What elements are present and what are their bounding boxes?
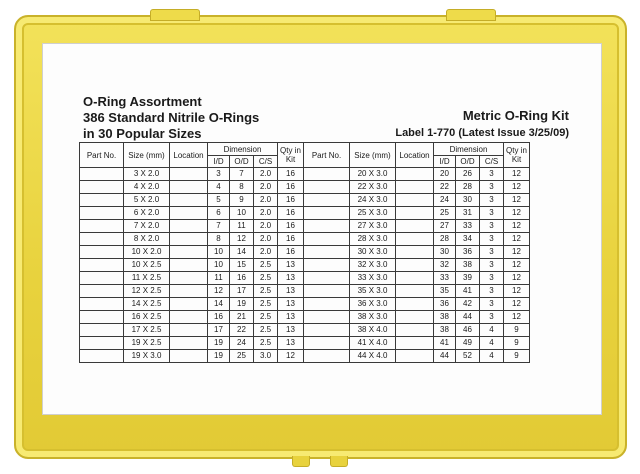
table-row [80, 168, 530, 181]
header-location: Location [396, 143, 434, 168]
od-cell: 21 [230, 311, 254, 324]
qty-cell: 16 [278, 246, 304, 259]
id-cell: 38 [434, 324, 456, 337]
od-cell: 14 [230, 246, 254, 259]
od-cell: 30 [456, 194, 480, 207]
id-cell: 20 [434, 168, 456, 181]
qty-cell: 16 [278, 181, 304, 194]
case-clasp-left[interactable] [150, 9, 200, 21]
id-cell: 17 [208, 324, 230, 337]
table-body [80, 168, 530, 363]
qty-cell: 12 [504, 233, 530, 246]
header-part-no: Part No. [80, 143, 124, 168]
cs-cell: 2.0 [254, 194, 278, 207]
od-cell: 15 [230, 259, 254, 272]
qty-cell: 13 [278, 285, 304, 298]
label-info: Label 1-770 (Latest Issue 3/25/09) [395, 127, 569, 139]
size-cell: 35 X 3.0 [350, 285, 396, 298]
location-cell [396, 259, 434, 272]
cs-cell: 3 [480, 181, 504, 194]
qty-cell: 12 [504, 259, 530, 272]
od-cell: 8 [230, 181, 254, 194]
header-dimension: Dimension [434, 143, 504, 156]
part-no-cell [304, 350, 350, 363]
table-row [80, 324, 530, 337]
title-line: in 30 Popular Sizes [83, 126, 202, 141]
od-cell: 39 [456, 272, 480, 285]
qty-cell: 12 [504, 194, 530, 207]
qty-cell: 16 [278, 233, 304, 246]
size-cell: 16 X 2.5 [124, 311, 170, 324]
location-cell [396, 233, 434, 246]
header-size: Size (mm) [350, 143, 396, 168]
od-cell: 41 [456, 285, 480, 298]
cs-cell: 2.0 [254, 220, 278, 233]
table-row [80, 350, 530, 363]
qty-cell: 16 [278, 194, 304, 207]
table-row [80, 207, 530, 220]
size-cell: 12 X 2.5 [124, 285, 170, 298]
location-cell [170, 350, 208, 363]
size-cell: 4 X 2.0 [124, 181, 170, 194]
part-no-cell [80, 207, 124, 220]
qty-cell: 13 [278, 337, 304, 350]
cs-cell: 2.5 [254, 324, 278, 337]
location-cell [170, 259, 208, 272]
size-cell: 20 X 3.0 [350, 168, 396, 181]
header-cs: C/S [480, 156, 504, 168]
size-cell: 28 X 3.0 [350, 233, 396, 246]
location-cell [170, 246, 208, 259]
table-row [80, 181, 530, 194]
size-cell: 24 X 3.0 [350, 194, 396, 207]
id-cell: 7 [208, 220, 230, 233]
header-od: O/D [456, 156, 480, 168]
location-cell [170, 194, 208, 207]
id-cell: 24 [434, 194, 456, 207]
cs-cell: 3 [480, 246, 504, 259]
location-cell [396, 194, 434, 207]
location-cell [396, 298, 434, 311]
qty-cell: 16 [278, 207, 304, 220]
id-cell: 14 [208, 298, 230, 311]
part-no-cell [304, 233, 350, 246]
header-cs: C/S [254, 156, 278, 168]
qty-cell: 12 [504, 311, 530, 324]
oring-table [79, 142, 530, 363]
qty-cell: 13 [278, 298, 304, 311]
header-dimension: Dimension [208, 143, 278, 156]
cs-cell: 2.0 [254, 168, 278, 181]
case-foot-right [330, 456, 348, 467]
size-cell: 11 X 2.5 [124, 272, 170, 285]
part-no-cell [304, 259, 350, 272]
part-no-cell [304, 207, 350, 220]
cs-cell: 2.0 [254, 207, 278, 220]
size-cell: 36 X 3.0 [350, 298, 396, 311]
size-cell: 17 X 2.5 [124, 324, 170, 337]
cs-cell: 2.5 [254, 285, 278, 298]
location-cell [396, 337, 434, 350]
header-size: Size (mm) [124, 143, 170, 168]
header-id: I/D [434, 156, 456, 168]
id-cell: 4 [208, 181, 230, 194]
header-part-no: Part No. [304, 143, 350, 168]
qty-cell: 12 [504, 272, 530, 285]
qty-cell: 13 [278, 311, 304, 324]
od-cell: 31 [456, 207, 480, 220]
od-cell: 25 [230, 350, 254, 363]
location-cell [170, 285, 208, 298]
part-no-cell [304, 246, 350, 259]
qty-cell: 12 [504, 181, 530, 194]
qty-cell: 12 [504, 298, 530, 311]
part-no-cell [80, 298, 124, 311]
location-cell [170, 272, 208, 285]
location-cell [396, 272, 434, 285]
size-cell: 41 X 4.0 [350, 337, 396, 350]
size-cell: 6 X 2.0 [124, 207, 170, 220]
part-no-cell [80, 285, 124, 298]
cs-cell: 2.5 [254, 298, 278, 311]
location-cell [396, 246, 434, 259]
kit-label [42, 43, 602, 415]
part-no-cell [80, 337, 124, 350]
size-cell: 27 X 3.0 [350, 220, 396, 233]
location-cell [170, 220, 208, 233]
id-cell: 38 [434, 311, 456, 324]
kit-title: Metric O-Ring Kit [462, 108, 569, 123]
cs-cell: 2.0 [254, 246, 278, 259]
cs-cell: 3 [480, 233, 504, 246]
part-no-cell [304, 298, 350, 311]
cs-cell: 2.0 [254, 181, 278, 194]
qty-cell: 16 [278, 220, 304, 233]
qty-cell: 9 [504, 350, 530, 363]
table-row [80, 298, 530, 311]
size-cell: 5 X 2.0 [124, 194, 170, 207]
table-row [80, 194, 530, 207]
id-cell: 10 [208, 246, 230, 259]
id-cell: 10 [208, 259, 230, 272]
cs-cell: 3 [480, 194, 504, 207]
table-row [80, 285, 530, 298]
size-cell: 19 X 3.0 [124, 350, 170, 363]
id-cell: 36 [434, 298, 456, 311]
case-clasp-right[interactable] [446, 9, 496, 21]
part-no-cell [80, 246, 124, 259]
location-cell [396, 311, 434, 324]
cs-cell: 2.5 [254, 311, 278, 324]
cs-cell: 3.0 [254, 350, 278, 363]
od-cell: 34 [456, 233, 480, 246]
header-id: I/D [208, 156, 230, 168]
size-cell: 19 X 2.5 [124, 337, 170, 350]
cs-cell: 2.5 [254, 259, 278, 272]
id-cell: 33 [434, 272, 456, 285]
part-no-cell [304, 324, 350, 337]
size-cell: 25 X 3.0 [350, 207, 396, 220]
qty-cell: 12 [278, 350, 304, 363]
part-no-cell [80, 233, 124, 246]
case-foot-left [292, 456, 310, 467]
id-cell: 22 [434, 181, 456, 194]
location-cell [170, 298, 208, 311]
cs-cell: 3 [480, 207, 504, 220]
cs-cell: 4 [480, 324, 504, 337]
id-cell: 12 [208, 285, 230, 298]
part-no-cell [304, 337, 350, 350]
od-cell: 26 [456, 168, 480, 181]
od-cell: 10 [230, 207, 254, 220]
od-cell: 42 [456, 298, 480, 311]
od-cell: 11 [230, 220, 254, 233]
size-cell: 7 X 2.0 [124, 220, 170, 233]
qty-cell: 9 [504, 337, 530, 350]
id-cell: 19 [208, 337, 230, 350]
part-no-cell [80, 194, 124, 207]
od-cell: 17 [230, 285, 254, 298]
part-no-cell [80, 220, 124, 233]
id-cell: 35 [434, 285, 456, 298]
od-cell: 52 [456, 350, 480, 363]
header-qty: Qty in Kit [504, 143, 530, 168]
size-cell: 10 X 2.0 [124, 246, 170, 259]
size-cell: 22 X 3.0 [350, 181, 396, 194]
table-row [80, 233, 530, 246]
qty-cell: 12 [504, 220, 530, 233]
part-no-cell [304, 311, 350, 324]
part-no-cell [80, 324, 124, 337]
qty-cell: 13 [278, 324, 304, 337]
id-cell: 28 [434, 233, 456, 246]
part-no-cell [80, 181, 124, 194]
od-cell: 49 [456, 337, 480, 350]
size-cell: 14 X 2.5 [124, 298, 170, 311]
cs-cell: 3 [480, 168, 504, 181]
location-cell [396, 324, 434, 337]
id-cell: 32 [434, 259, 456, 272]
od-cell: 16 [230, 272, 254, 285]
location-cell [170, 207, 208, 220]
size-cell: 30 X 3.0 [350, 246, 396, 259]
qty-cell: 13 [278, 272, 304, 285]
table-row [80, 337, 530, 350]
cs-cell: 4 [480, 350, 504, 363]
od-cell: 36 [456, 246, 480, 259]
qty-cell: 12 [504, 168, 530, 181]
table-row [80, 259, 530, 272]
location-cell [170, 311, 208, 324]
part-no-cell [304, 181, 350, 194]
size-cell: 33 X 3.0 [350, 272, 396, 285]
size-cell: 44 X 4.0 [350, 350, 396, 363]
title-line: O-Ring Assortment [83, 94, 202, 109]
od-cell: 19 [230, 298, 254, 311]
id-cell: 5 [208, 194, 230, 207]
od-cell: 44 [456, 311, 480, 324]
cs-cell: 3 [480, 220, 504, 233]
size-cell: 10 X 2.5 [124, 259, 170, 272]
cs-cell: 3 [480, 285, 504, 298]
header-od: O/D [230, 156, 254, 168]
cs-cell: 2.0 [254, 233, 278, 246]
table-row [80, 220, 530, 233]
location-cell [396, 350, 434, 363]
id-cell: 44 [434, 350, 456, 363]
part-no-cell [80, 259, 124, 272]
qty-cell: 13 [278, 259, 304, 272]
od-cell: 33 [456, 220, 480, 233]
id-cell: 16 [208, 311, 230, 324]
part-no-cell [304, 220, 350, 233]
part-no-cell [80, 272, 124, 285]
qty-cell: 12 [504, 246, 530, 259]
size-cell: 38 X 3.0 [350, 311, 396, 324]
id-cell: 19 [208, 350, 230, 363]
od-cell: 46 [456, 324, 480, 337]
id-cell: 8 [208, 233, 230, 246]
cs-cell: 3 [480, 272, 504, 285]
od-cell: 9 [230, 194, 254, 207]
od-cell: 22 [230, 324, 254, 337]
id-cell: 30 [434, 246, 456, 259]
location-cell [396, 220, 434, 233]
od-cell: 38 [456, 259, 480, 272]
table-row [80, 246, 530, 259]
id-cell: 6 [208, 207, 230, 220]
cs-cell: 2.5 [254, 272, 278, 285]
cs-cell: 3 [480, 298, 504, 311]
location-cell [396, 285, 434, 298]
qty-cell: 16 [278, 168, 304, 181]
header-qty: Qty in Kit [278, 143, 304, 168]
title-line: 386 Standard Nitrile O-Rings [83, 110, 260, 125]
location-cell [170, 324, 208, 337]
size-cell: 32 X 3.0 [350, 259, 396, 272]
qty-cell: 9 [504, 324, 530, 337]
location-cell [396, 168, 434, 181]
qty-cell: 12 [504, 285, 530, 298]
size-cell: 38 X 4.0 [350, 324, 396, 337]
size-cell: 3 X 2.0 [124, 168, 170, 181]
location-cell [396, 181, 434, 194]
part-no-cell [304, 168, 350, 181]
id-cell: 41 [434, 337, 456, 350]
table-row [80, 311, 530, 324]
part-no-cell [80, 168, 124, 181]
location-cell [396, 207, 434, 220]
part-no-cell [80, 311, 124, 324]
location-cell [170, 168, 208, 181]
cs-cell: 4 [480, 337, 504, 350]
location-cell [170, 337, 208, 350]
od-cell: 7 [230, 168, 254, 181]
part-no-cell [304, 285, 350, 298]
od-cell: 28 [456, 181, 480, 194]
part-no-cell [80, 350, 124, 363]
od-cell: 12 [230, 233, 254, 246]
assortment-title [83, 94, 259, 142]
location-cell [170, 233, 208, 246]
part-no-cell [304, 272, 350, 285]
part-no-cell [304, 194, 350, 207]
id-cell: 25 [434, 207, 456, 220]
header-location: Location [170, 143, 208, 168]
id-cell: 27 [434, 220, 456, 233]
qty-cell: 12 [504, 207, 530, 220]
table-row [80, 272, 530, 285]
cs-cell: 2.5 [254, 337, 278, 350]
cs-cell: 3 [480, 259, 504, 272]
od-cell: 24 [230, 337, 254, 350]
id-cell: 3 [208, 168, 230, 181]
cs-cell: 3 [480, 311, 504, 324]
size-cell: 8 X 2.0 [124, 233, 170, 246]
location-cell [170, 181, 208, 194]
id-cell: 11 [208, 272, 230, 285]
kit-heading [395, 108, 569, 140]
